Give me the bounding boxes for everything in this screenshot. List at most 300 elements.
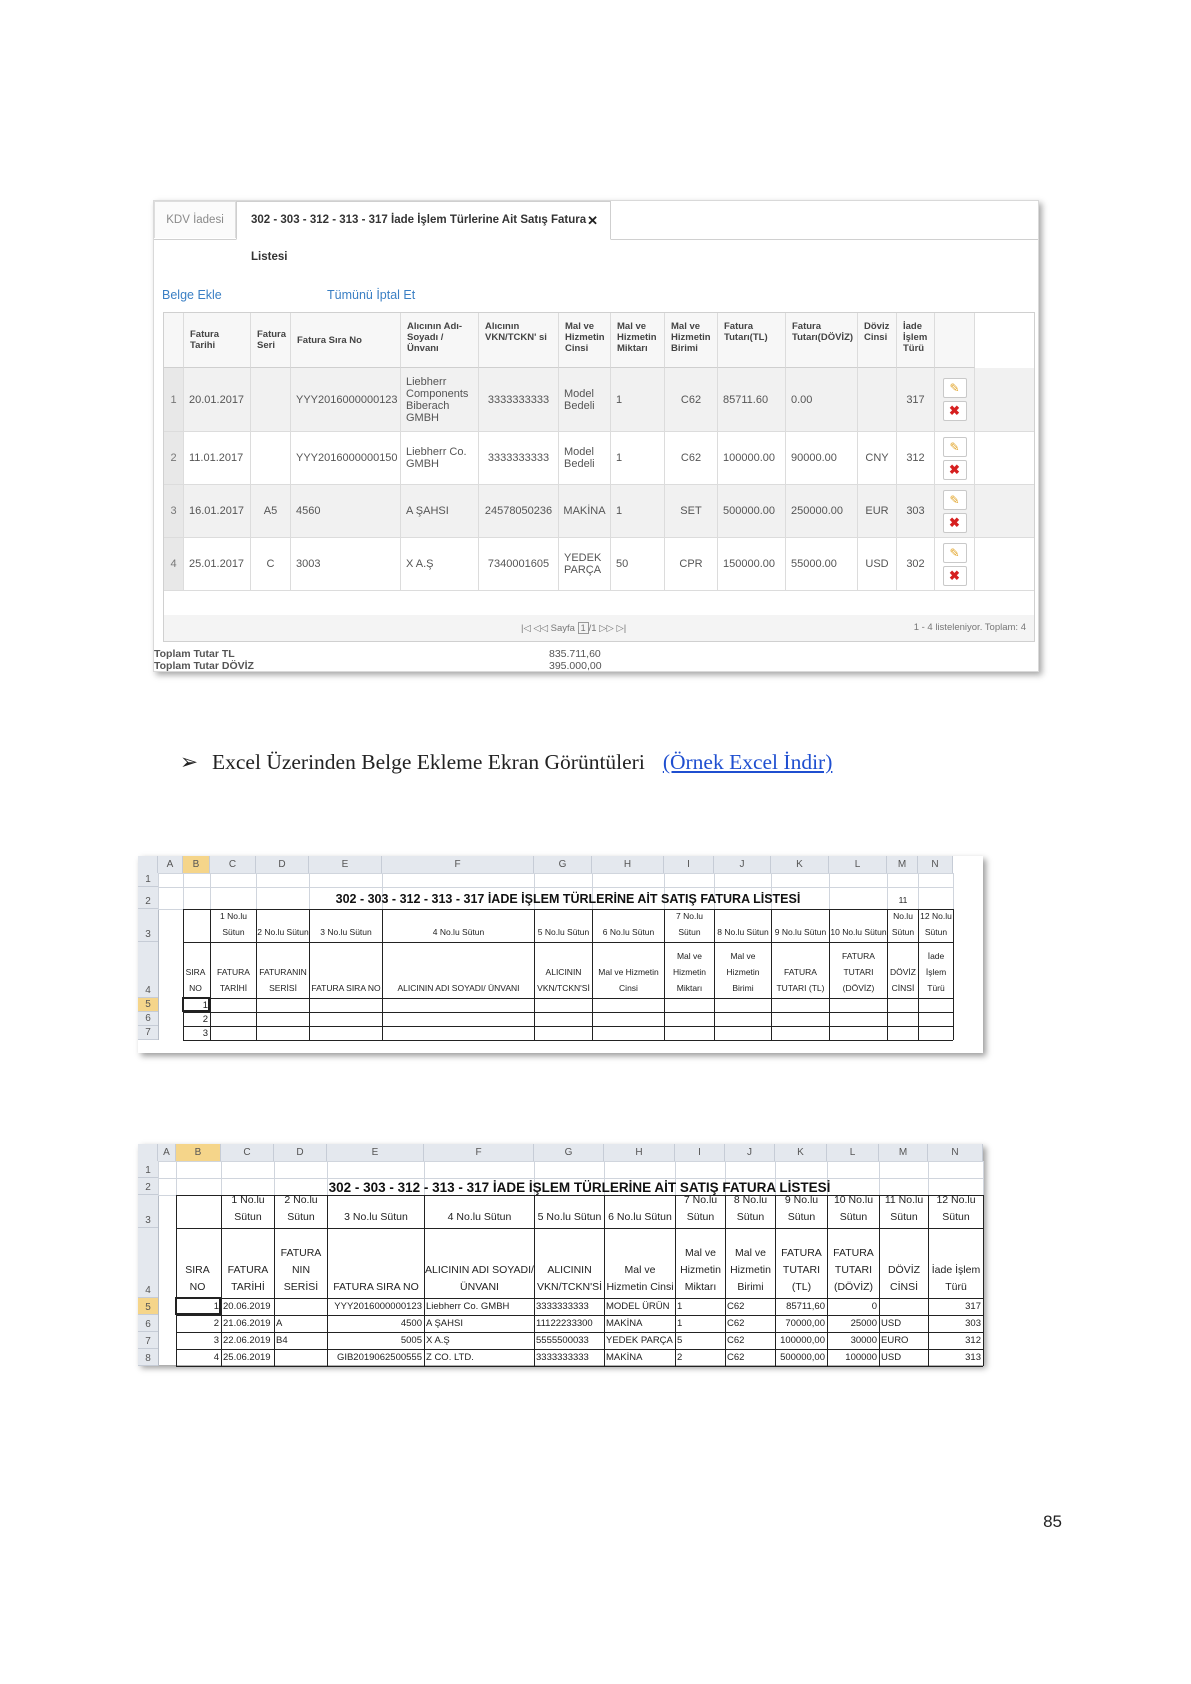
col-header-G[interactable]: G bbox=[534, 856, 592, 873]
column-heading-1 bbox=[211, 943, 256, 998]
data-cell[interactable]: 25000 bbox=[850, 1318, 877, 1329]
sutun-text: 12 No.lu Sütun bbox=[936, 1194, 976, 1223]
grid-header-11: Döviz Cinsi bbox=[858, 313, 897, 368]
data-cell[interactable]: 500000,00 bbox=[780, 1352, 825, 1363]
col-header-N[interactable]: N bbox=[928, 1144, 983, 1161]
data-cell[interactable]: 25.06.2019 bbox=[223, 1352, 271, 1363]
grid-header-13 bbox=[935, 313, 975, 368]
cell-vkn: 3333333333 bbox=[479, 432, 559, 484]
cell-alici: Liebherr Components Biberach GMBH bbox=[401, 368, 479, 431]
bullet-heading bbox=[180, 750, 832, 775]
data-cell[interactable]: B4 bbox=[276, 1335, 288, 1346]
row-header-8[interactable]: 8 bbox=[138, 1349, 158, 1366]
sutun-label-1 bbox=[222, 1196, 274, 1228]
grid-header-10: Fatura Tutarı(DÖVİZ) bbox=[786, 313, 858, 368]
gridline bbox=[158, 1178, 983, 1179]
heading-text: FATURA NIN SERİSİ bbox=[280, 1247, 322, 1293]
table-row[interactable] bbox=[164, 368, 1034, 432]
col-header-L[interactable]: L bbox=[827, 1144, 879, 1161]
col-header-H[interactable]: H bbox=[592, 856, 664, 873]
data-cell[interactable]: 20.06.2019 bbox=[223, 1301, 271, 1312]
grid-header-4: Alıcının Adı-Soyadı / Ünvanı bbox=[401, 313, 479, 368]
row-header-1[interactable]: 1 bbox=[138, 873, 158, 887]
table-border bbox=[183, 1040, 953, 1041]
row-actions bbox=[935, 485, 975, 537]
heading-text: DÖVİZ CİNSİ bbox=[887, 1264, 921, 1293]
pager bbox=[164, 615, 1034, 641]
cell-tl: 500000.00 bbox=[718, 485, 786, 537]
col-header-E[interactable]: E bbox=[309, 856, 382, 873]
grid-header-7: Mal ve Hizmetin Miktarı bbox=[611, 313, 665, 368]
column-heading-5 bbox=[535, 1229, 604, 1298]
cell-tur: 302 bbox=[897, 538, 935, 590]
sutun-text: 3 No.lu Sütun bbox=[320, 927, 372, 937]
data-cell[interactable]: 70000,00 bbox=[785, 1318, 825, 1329]
data-cell[interactable]: 2 bbox=[677, 1352, 683, 1363]
col-header-F[interactable]: F bbox=[424, 1144, 534, 1161]
delete-icon[interactable]: ✖ bbox=[943, 513, 967, 533]
data-cell[interactable]: 313 bbox=[965, 1352, 981, 1363]
page-of: /1 bbox=[588, 623, 597, 634]
col-header-F[interactable]: F bbox=[382, 856, 534, 873]
sutun-text: 1 No.lu Sütun bbox=[220, 911, 247, 937]
data-cell[interactable]: MODEL ÜRÜN bbox=[606, 1301, 670, 1312]
row-header-3[interactable]: 3 bbox=[138, 909, 158, 942]
col-header-M[interactable]: M bbox=[879, 1144, 928, 1161]
cell-seri bbox=[251, 368, 291, 431]
data-cell[interactable]: 303 bbox=[965, 1318, 981, 1329]
cell-tl: 85711.60 bbox=[718, 368, 786, 431]
heading-text: FATURANIN SERİSİ bbox=[259, 967, 307, 993]
column-heading-9 bbox=[772, 943, 829, 998]
sutun-text: 7 No.lu Sütun bbox=[683, 1194, 718, 1223]
col-header-M[interactable]: M bbox=[887, 856, 918, 873]
sutun-text: 10 No.lu Sütun bbox=[830, 927, 887, 937]
sutun-text: 12 No.lu Sütun bbox=[920, 911, 952, 937]
gridline bbox=[158, 873, 953, 874]
column-heading-6 bbox=[605, 1229, 675, 1298]
cell-no: 1 bbox=[164, 368, 184, 431]
column-heading-2 bbox=[275, 1229, 327, 1298]
sutun-text: 5 No.lu Sütun bbox=[537, 927, 590, 937]
grid-header-12: İade İşlem Türü bbox=[897, 313, 935, 368]
sutun-text: 4 No.lu Sütun bbox=[432, 927, 485, 937]
cell-miktar: 1 bbox=[611, 432, 665, 484]
delete-icon[interactable]: ✖ bbox=[943, 401, 967, 421]
row-actions bbox=[935, 432, 975, 484]
column-heading-3 bbox=[328, 1229, 424, 1298]
grid-header-9: Fatura Tutarı(TL) bbox=[718, 313, 786, 368]
sutun-label-7 bbox=[665, 910, 714, 942]
row-header-2[interactable]: 2 bbox=[138, 1178, 158, 1195]
sample-excel-link[interactable]: (Örnek Excel İndir) bbox=[662, 750, 833, 774]
sutun-label-4 bbox=[425, 1196, 534, 1228]
sutun-text: 4 No.lu Sütun bbox=[447, 1211, 512, 1223]
sutun-label-5 bbox=[535, 910, 592, 942]
sutun-label-8 bbox=[726, 1196, 775, 1228]
col-header-H[interactable]: H bbox=[604, 1144, 675, 1161]
row-header-5[interactable]: 5 bbox=[138, 1298, 158, 1315]
column-heading-8 bbox=[715, 943, 771, 998]
data-cell[interactable]: 1 bbox=[213, 1301, 219, 1312]
row-header-3[interactable]: 3 bbox=[138, 1195, 158, 1228]
cell-alici: A ŞAHSI bbox=[401, 485, 479, 537]
data-cell[interactable]: 4500 bbox=[400, 1318, 422, 1329]
data-cell[interactable]: 5555500033 bbox=[536, 1335, 589, 1346]
cell-sira: YYY2016000000150 bbox=[291, 432, 401, 484]
cell-no: 4 bbox=[164, 538, 184, 590]
sutun-label-2 bbox=[275, 1196, 327, 1228]
sutun-text: 7 No.lu Sütun bbox=[676, 911, 703, 937]
data-cell[interactable]: C62 bbox=[727, 1301, 745, 1312]
heading-text: FATURA TARİHİ bbox=[227, 1264, 269, 1293]
row-header-2[interactable]: 2 bbox=[138, 887, 158, 909]
tab-label: 302 - 303 - 312 - 313 - 317 İade İşlem Türlerine Ait Satış Fatura Listesi bbox=[251, 214, 587, 263]
grid-header-3: Fatura Sıra No bbox=[291, 313, 401, 368]
cell-alici: X A.Ş bbox=[401, 538, 479, 590]
column-heading-3 bbox=[310, 943, 382, 998]
gridline bbox=[158, 873, 159, 909]
close-icon[interactable]: ✕ bbox=[587, 213, 598, 228]
table-row[interactable] bbox=[164, 432, 1034, 485]
cell-alici: Liebherr Co. GMBH bbox=[401, 432, 479, 484]
cell-cins: MAKİNA bbox=[559, 485, 611, 537]
data-cell[interactable]: X A.Ş bbox=[426, 1335, 450, 1346]
data-cell[interactable] bbox=[881, 1299, 926, 1315]
column-heading-0 bbox=[184, 943, 210, 998]
cell-sira: 3003 bbox=[291, 538, 401, 590]
cell-sira: 4560 bbox=[291, 485, 401, 537]
row-actions bbox=[935, 538, 975, 590]
edit-icon[interactable]: ✎ bbox=[943, 378, 967, 398]
sutun-text: 11 No.lu Sütun bbox=[884, 1194, 924, 1223]
delete-icon[interactable]: ✖ bbox=[943, 460, 967, 480]
col-header-C[interactable]: C bbox=[210, 856, 256, 873]
data-cell[interactable]: 317 bbox=[965, 1301, 981, 1312]
cell-doviz: 250000.00 bbox=[786, 485, 858, 537]
cell-miktar: 1 bbox=[611, 485, 665, 537]
page-input[interactable]: 1 bbox=[578, 622, 589, 634]
column-heading-7 bbox=[665, 943, 714, 998]
gridline bbox=[953, 873, 954, 909]
data-cell[interactable]: 100000,00 bbox=[780, 1335, 825, 1346]
row-header-1[interactable]: 1 bbox=[138, 1161, 158, 1178]
column-heading-0 bbox=[177, 1229, 221, 1298]
cell-vkn: 3333333333 bbox=[479, 368, 559, 431]
col-header-D[interactable]: D bbox=[256, 856, 309, 873]
cell-miktar: 1 bbox=[611, 368, 665, 431]
delete-icon[interactable]: ✖ bbox=[943, 566, 967, 586]
row-header-6[interactable]: 6 bbox=[138, 1012, 158, 1026]
column-heading-6 bbox=[593, 943, 664, 998]
pager-next-last-icon[interactable]: ▷▷ ▷| bbox=[599, 623, 627, 634]
sutun-label-9 bbox=[772, 910, 829, 942]
sutun-text: 6 No.lu Sütun bbox=[602, 927, 655, 937]
cell-sira: YYY2016000000123 bbox=[291, 368, 401, 431]
sutun-label-0 bbox=[177, 1196, 221, 1228]
sutun-label-12 bbox=[919, 910, 953, 942]
grid-header-2: Fatura Seri bbox=[251, 313, 291, 368]
sutun-text: 1 No.lu Sütun bbox=[231, 1194, 265, 1223]
row-actions bbox=[935, 368, 975, 431]
sutun-label-1 bbox=[211, 910, 256, 942]
data-cell[interactable]: 21.06.2019 bbox=[223, 1318, 271, 1329]
col-header-G[interactable]: G bbox=[534, 1144, 604, 1161]
data-cell[interactable]: C62 bbox=[727, 1318, 745, 1329]
data-cell[interactable]: 3 bbox=[202, 1028, 208, 1039]
data-cell[interactable]: A ŞAHSI bbox=[426, 1318, 463, 1329]
heading-text: FATURA TUTARI (TL) bbox=[776, 967, 825, 993]
gridline bbox=[158, 887, 953, 888]
data-cell[interactable]: 4 bbox=[213, 1352, 219, 1363]
row-header-4[interactable]: 4 bbox=[138, 1228, 158, 1298]
cell-no: 3 bbox=[164, 485, 184, 537]
sutun-label-8 bbox=[715, 910, 771, 942]
edit-icon[interactable]: ✎ bbox=[943, 543, 967, 563]
cell-cins: Model Bedeli bbox=[559, 368, 611, 431]
data-cell[interactable]: 11122233300 bbox=[536, 1318, 593, 1329]
data-cell[interactable]: USD bbox=[881, 1318, 902, 1329]
cell-tarih: 11.01.2017 bbox=[184, 432, 251, 484]
sutun-text: 9 No.lu Sütun bbox=[774, 927, 827, 937]
col-header-L[interactable]: L bbox=[829, 856, 887, 873]
sutun-label-11 bbox=[880, 1196, 928, 1228]
data-cell[interactable]: Z CO. LTD. bbox=[426, 1352, 474, 1363]
data-cell[interactable]: C62 bbox=[727, 1335, 745, 1346]
gridline bbox=[983, 1161, 984, 1195]
sutun-text: 10 No.lu Sütun bbox=[833, 1194, 874, 1223]
heading-text: SIRA NO bbox=[185, 1264, 210, 1293]
table-row[interactable] bbox=[164, 538, 1034, 591]
sutun-text: 2 No.lu Sütun bbox=[284, 1194, 318, 1223]
data-cell[interactable]: USD bbox=[881, 1352, 902, 1363]
cell-birim: CPR bbox=[665, 538, 718, 590]
col-header-N[interactable]: N bbox=[918, 856, 953, 873]
sheet-title: 302 - 303 - 312 - 313 - 317 İADE İŞLEM TÜRLERİNE AİT SATIŞ FATURA LİSTESİ bbox=[335, 892, 801, 906]
cell-tur: 303 bbox=[897, 485, 935, 537]
cell-dcins: USD bbox=[858, 538, 897, 590]
column-heading-1 bbox=[222, 1229, 274, 1298]
sutun-label-12 bbox=[929, 1196, 983, 1228]
data-cell[interactable]: 5005 bbox=[400, 1335, 422, 1346]
sutun-label-2 bbox=[257, 910, 309, 942]
cell-tl: 100000.00 bbox=[718, 432, 786, 484]
sutun-label-0 bbox=[184, 910, 210, 942]
data-cell[interactable]: 5 bbox=[677, 1335, 683, 1346]
heading-text: Mal ve Hizmetin Birimi bbox=[726, 951, 760, 993]
edit-icon[interactable]: ✎ bbox=[943, 437, 967, 457]
sutun-text: 3 No.lu Sütun bbox=[344, 1211, 408, 1223]
col-header-D[interactable]: D bbox=[274, 1144, 327, 1161]
column-heading-11 bbox=[888, 943, 918, 998]
column-heading-10 bbox=[830, 943, 887, 998]
data-cell[interactable]: 100000 bbox=[845, 1352, 877, 1363]
sutun-label-7 bbox=[676, 1196, 725, 1228]
data-cell[interactable]: EURO bbox=[881, 1335, 909, 1346]
data-cell[interactable] bbox=[276, 1299, 325, 1315]
cell-seri bbox=[251, 432, 291, 484]
table-border bbox=[176, 1366, 983, 1367]
data-cell[interactable]: MAKİNA bbox=[606, 1352, 643, 1363]
cell-birim: C62 bbox=[665, 432, 718, 484]
invoice-grid bbox=[163, 312, 1035, 642]
cell-birim: SET bbox=[665, 485, 718, 537]
tab-bar bbox=[154, 201, 1038, 263]
data-cell[interactable]: YYY2016000000123 bbox=[334, 1301, 422, 1312]
col-header-B[interactable]: B bbox=[183, 856, 210, 873]
data-cell[interactable]: 1 bbox=[677, 1318, 683, 1329]
cell-cins: YEDEK PARÇA bbox=[559, 538, 611, 590]
cell-dcins bbox=[858, 368, 897, 431]
belge-ekle-link[interactable]: Belge Ekle bbox=[162, 288, 222, 302]
data-cell[interactable]: 3 bbox=[213, 1335, 219, 1346]
heading-text: ALICININ ADI SOYADI/ ÜNVANI bbox=[425, 1264, 534, 1293]
table-border bbox=[983, 1195, 984, 1366]
col-header-A[interactable]: A bbox=[158, 1144, 176, 1161]
col-header-A[interactable]: A bbox=[158, 856, 183, 873]
data-cell[interactable]: 0 bbox=[871, 1301, 877, 1312]
data-cell[interactable]: 85711,60 bbox=[786, 1301, 825, 1312]
data-cell[interactable]: Liebherr Co. GMBH bbox=[426, 1301, 510, 1312]
data-cell[interactable]: 2 bbox=[213, 1318, 219, 1329]
column-heading-7 bbox=[676, 1229, 725, 1298]
col-header-B[interactable]: B bbox=[176, 1144, 221, 1161]
cell-tarih: 20.01.2017 bbox=[184, 368, 251, 431]
heading-text: Mal ve Hizmetin Cinsi bbox=[598, 967, 659, 993]
table-border bbox=[183, 998, 953, 999]
col-header-C[interactable]: C bbox=[221, 1144, 274, 1161]
heading-text: SIRA NO bbox=[185, 967, 206, 993]
col-header-I[interactable]: I bbox=[664, 856, 714, 873]
sutun-text: 11 No.lu Sütun bbox=[891, 895, 915, 937]
pager-label: Sayfa bbox=[550, 623, 575, 634]
cell-vkn: 24578050236 bbox=[479, 485, 559, 537]
pager-info: 1 - 4 listeleniyor. Toplam: 4 bbox=[913, 622, 1026, 633]
tumunu-iptal-link[interactable]: Tümünü İptal Et bbox=[327, 288, 416, 302]
heading-text: FATURA TARİHİ bbox=[217, 967, 250, 993]
data-cell[interactable] bbox=[276, 1350, 325, 1366]
data-cell[interactable]: YEDEK PARÇA bbox=[606, 1335, 673, 1346]
data-cell[interactable]: 1 bbox=[677, 1301, 683, 1312]
cell-seri: C bbox=[251, 538, 291, 590]
cell-tl: 150000.00 bbox=[718, 538, 786, 590]
table-border bbox=[183, 1012, 953, 1013]
col-header-I[interactable]: I bbox=[675, 1144, 725, 1161]
data-cell[interactable]: 2 bbox=[202, 1014, 208, 1025]
row-header-7[interactable]: 7 bbox=[138, 1332, 158, 1349]
tab-satis-fatura-listesi[interactable] bbox=[236, 201, 611, 263]
cell-doviz: 90000.00 bbox=[786, 432, 858, 484]
grid-header-1: Fatura Tarihi bbox=[184, 313, 251, 368]
heading-text: ALICININ ADI SOYADI/ ÜNVANI bbox=[397, 983, 520, 993]
column-heading-11 bbox=[880, 1229, 928, 1298]
data-cell[interactable]: 1 bbox=[202, 1000, 208, 1011]
sutun-text: 2 No.lu Sütun bbox=[257, 927, 309, 937]
table-border bbox=[183, 1026, 953, 1027]
data-cell[interactable]: GIB2019062500555 bbox=[336, 1352, 422, 1363]
heading-text: FATURA TUTARI (TL) bbox=[781, 1247, 822, 1293]
data-cell[interactable]: 30000 bbox=[850, 1335, 877, 1346]
sutun-label-10 bbox=[828, 1196, 879, 1228]
total-doviz-value: 395.000,00 bbox=[549, 660, 602, 672]
row-header-7[interactable]: 7 bbox=[138, 1026, 158, 1040]
cell-no: 2 bbox=[164, 432, 184, 484]
selected-cell[interactable] bbox=[182, 997, 210, 1012]
heading-text: ALICININ VKN/TCKN'Sİ bbox=[536, 1264, 602, 1293]
pager-first-prev-icon[interactable]: |◁ ◁◁ bbox=[521, 623, 549, 634]
heading-text: İade İşlem Türü bbox=[925, 951, 947, 993]
col-header-J[interactable]: J bbox=[725, 1144, 775, 1161]
data-cell[interactable]: A bbox=[276, 1318, 283, 1329]
col-header-corner bbox=[138, 856, 158, 873]
cell-miktar: 50 bbox=[611, 538, 665, 590]
total-tl-label: Toplam Tutar TL bbox=[154, 648, 235, 660]
col-header-K[interactable]: K bbox=[775, 1144, 827, 1161]
cell-tur: 317 bbox=[897, 368, 935, 431]
sutun-label-11 bbox=[888, 895, 918, 942]
row-header-5[interactable]: 5 bbox=[138, 998, 158, 1012]
heading-text: Mal ve Hizmetin Cinsi bbox=[606, 1264, 674, 1293]
excel-filled-screenshot bbox=[138, 1144, 983, 1365]
col-header-K[interactable]: K bbox=[771, 856, 829, 873]
heading-text: Mal ve Hizmetin Miktarı bbox=[680, 1247, 721, 1293]
selected-cell[interactable] bbox=[175, 1297, 221, 1315]
heading-text: FATURA SIRA NO bbox=[311, 983, 381, 993]
grid-header-0 bbox=[164, 313, 184, 368]
sutun-label-4 bbox=[383, 910, 534, 942]
column-heading-12 bbox=[929, 1229, 983, 1298]
sutun-text: 8 No.lu Sütun bbox=[717, 927, 769, 937]
grid-header-6: Mal ve Hizmetin Cinsi bbox=[559, 313, 611, 368]
table-border bbox=[953, 909, 954, 1040]
row-header-6[interactable]: 6 bbox=[138, 1315, 158, 1332]
column-heading-4 bbox=[383, 943, 534, 998]
sutun-text: 8 No.lu Sütun bbox=[733, 1194, 768, 1223]
cell-doviz: 0.00 bbox=[786, 368, 858, 431]
gridline bbox=[158, 1161, 159, 1195]
bullet-text: Excel Üzerinden Belge Ekleme Ekran Görüntüleri bbox=[212, 750, 645, 774]
sutun-text: 5 No.lu Sütun bbox=[537, 1211, 602, 1223]
data-cell[interactable]: MAKİNA bbox=[606, 1318, 643, 1329]
col-header-J[interactable]: J bbox=[714, 856, 771, 873]
sheet-title: 302 - 303 - 312 - 313 - 317 İADE İŞLEM TÜRLERİNE AİT SATIŞ FATURA LİSTESİ bbox=[328, 1180, 831, 1195]
sutun-label-10 bbox=[830, 910, 887, 942]
column-heading-8 bbox=[726, 1229, 775, 1298]
edit-icon[interactable]: ✎ bbox=[943, 490, 967, 510]
data-cell[interactable]: 3333333333 bbox=[536, 1352, 589, 1363]
row-header-4[interactable]: 4 bbox=[138, 942, 158, 998]
col-header-E[interactable]: E bbox=[327, 1144, 424, 1161]
data-cell[interactable]: C62 bbox=[727, 1352, 745, 1363]
tab-kdv-iadesi[interactable]: KDV İadesi bbox=[154, 201, 236, 238]
page-number: 85 bbox=[1043, 1512, 1062, 1531]
col-header-corner bbox=[138, 1144, 158, 1161]
heading-text: FATURA SIRA NO bbox=[333, 1281, 419, 1293]
cell-tarih: 16.01.2017 bbox=[184, 485, 251, 537]
heading-text: Mal ve Hizmetin Birimi bbox=[730, 1247, 771, 1293]
cell-tarih: 25.01.2017 bbox=[184, 538, 251, 590]
heading-text: DÖVİZ CİNSİ bbox=[890, 967, 916, 993]
cell-tur: 312 bbox=[897, 432, 935, 484]
gridline bbox=[158, 1161, 983, 1162]
data-cell[interactable]: 22.06.2019 bbox=[223, 1335, 271, 1346]
column-heading-2 bbox=[257, 943, 309, 998]
data-cell[interactable]: 312 bbox=[965, 1335, 981, 1346]
column-heading-4 bbox=[425, 1229, 534, 1298]
data-cell[interactable]: 3333333333 bbox=[536, 1301, 589, 1312]
sutun-text: 6 No.lu Sütun bbox=[608, 1211, 672, 1223]
table-row[interactable] bbox=[164, 485, 1034, 538]
